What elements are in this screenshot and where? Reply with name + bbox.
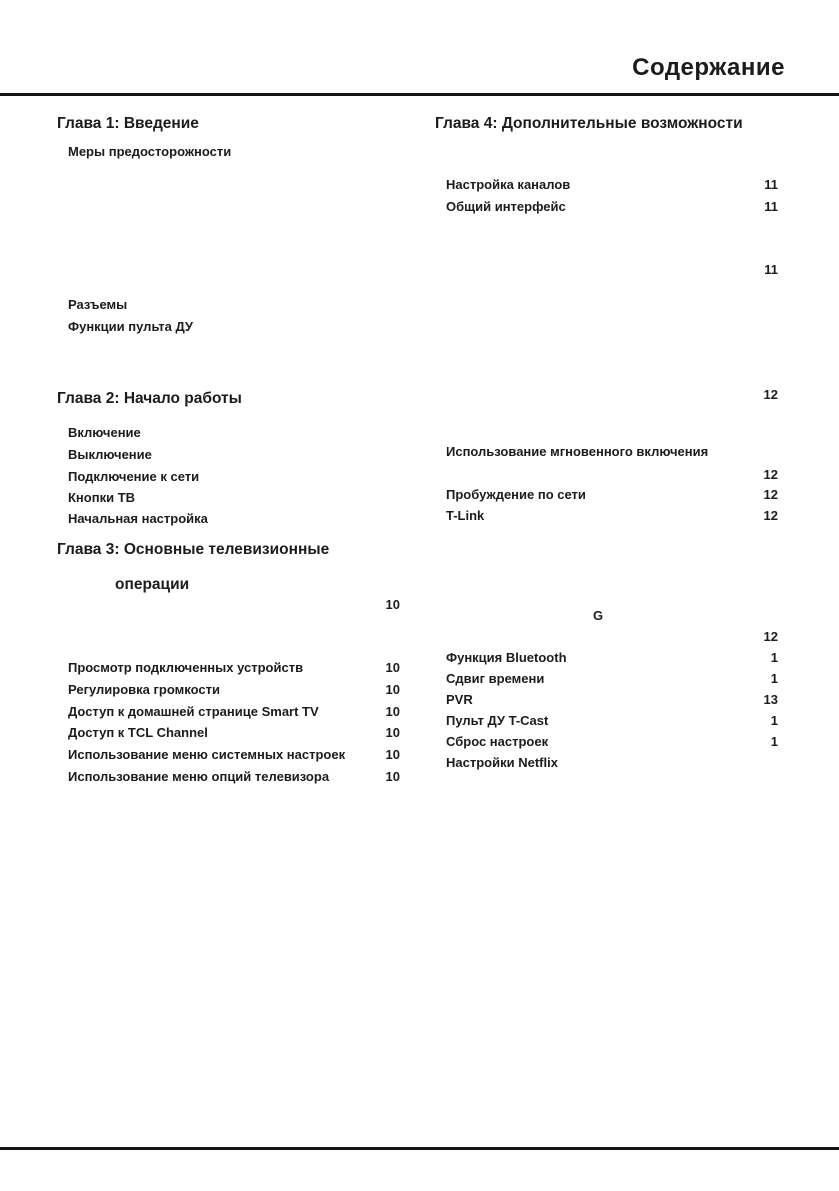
toc-entry-label: Настройки Netflix: [446, 755, 558, 770]
toc-entry-page: 11: [764, 177, 778, 192]
chapter-3-heading-line1: Глава 3: Основные телевизионные: [57, 541, 330, 558]
toc-entry-page: 10: [385, 704, 400, 719]
toc-entry-label: Использование меню опций телевизора: [68, 769, 330, 784]
toc-entry-page: 12: [763, 467, 778, 482]
toc-entry-page: 10: [385, 682, 400, 697]
toc-entry-label: Подключение к сети: [68, 469, 200, 484]
toc-entry-label: Доступ к домашней странице Smart TV: [68, 704, 319, 719]
chapter-3-heading-line2: операции: [115, 576, 190, 593]
toc-entry: [435, 609, 778, 623]
toc-entry-label: Пульт ДУ T-Cast: [446, 713, 549, 728]
toc-entry: [435, 445, 778, 459]
toc-entry: [435, 735, 778, 749]
toc-entry-label: PVR: [446, 692, 473, 707]
toc-entry: [435, 672, 778, 686]
toc-entry: [57, 448, 400, 462]
toc-entry: [57, 298, 400, 312]
toc-entry: [57, 426, 400, 440]
toc-entry-label: Функции пульта ДУ: [68, 319, 194, 334]
toc-entry-page: 11: [764, 199, 778, 214]
toc-entry: [57, 683, 400, 697]
toc-entry: [435, 388, 778, 402]
toc-entry-label: Сдвиг времени: [446, 671, 545, 686]
chapter-2-heading: Глава 2: Начало работы: [57, 390, 242, 407]
toc-entry: [435, 178, 778, 192]
toc-entry-page: 10: [385, 660, 400, 675]
toc-entry-label: Просмотр подключенных устройств: [68, 660, 304, 675]
toc-entry-label: Выключение: [68, 447, 152, 462]
toc-entry-page: 1: [770, 671, 778, 686]
toc-entry-label: Функция Bluetooth: [446, 650, 567, 665]
toc-entry-page: 10: [385, 747, 400, 762]
toc-entry-page: 1: [770, 734, 778, 749]
toc-entry: [57, 748, 400, 762]
toc-entry: [435, 509, 778, 523]
toc-entry-label: Регулировка громкости: [68, 682, 220, 697]
toc-entry-label: Сброс настроек: [446, 734, 549, 749]
toc-entry-label: Начальная настройка: [68, 511, 208, 526]
toc-entry-page: 1: [770, 650, 778, 665]
toc-entry: [435, 488, 778, 502]
chapter-1-heading: Глава 1: Введение: [57, 115, 199, 132]
toc-entry: [435, 714, 778, 728]
toc-entry-label: Разъемы: [68, 297, 128, 312]
page-title: Содержание: [632, 54, 785, 81]
toc-entry-page: 10: [385, 597, 400, 612]
toc-entry-page: 1: [770, 713, 778, 728]
toc-entry-page: 12: [763, 629, 778, 644]
toc-entry-label: T-Link: [446, 508, 485, 523]
toc-entry-page: 12: [763, 487, 778, 502]
toc-entry: [57, 491, 400, 505]
toc-entry-label: Использование меню системных настроек: [68, 747, 346, 762]
toc-entry-page: 11: [764, 262, 778, 277]
toc-entry-page: 10: [385, 725, 400, 740]
toc-entry: [57, 705, 400, 719]
toc-entry-label: Пробуждение по сети: [446, 487, 586, 502]
toc-entry-page: 12: [763, 508, 778, 523]
toc-entry-label: Доступ к TCL Channel: [68, 725, 208, 740]
toc-entry-label: Кнопки ТВ: [68, 490, 136, 505]
toc-entry: [57, 661, 400, 675]
toc-entry: [57, 145, 400, 159]
toc-entry: [57, 598, 400, 612]
toc-left-column: [57, 0, 400, 1191]
toc-entry: [57, 470, 400, 484]
toc-entry: [57, 726, 400, 740]
toc-entry-page: 10: [385, 769, 400, 784]
toc-entry: [57, 512, 400, 526]
toc-right-column: [435, 0, 778, 1191]
toc-entry: [435, 200, 778, 214]
toc-entry-label: Настройка каналов: [446, 177, 571, 192]
toc-entry-label: Использование мгновенного включения: [446, 444, 709, 459]
toc-entry: [435, 263, 778, 277]
toc-entry-page: 12: [763, 387, 778, 402]
toc-entry: [435, 693, 778, 707]
toc-entry-label: Меры предосторожности: [68, 144, 232, 159]
toc-entry-label: Общий интерфейс: [446, 199, 566, 214]
toc-entry-label: G: [593, 608, 604, 623]
toc-entry-label: Включение: [68, 425, 141, 440]
toc-entry: [435, 651, 778, 665]
bottom-divider: [0, 1147, 839, 1150]
chapter-4-heading: Глава 4: Дополнительные возможности: [435, 115, 743, 132]
toc-entry-page: 13: [763, 692, 778, 707]
toc-entry: [435, 468, 778, 482]
toc-entry: [435, 630, 778, 644]
toc-entry: [57, 770, 400, 784]
toc-entry: [435, 756, 778, 770]
toc-entry: [57, 320, 400, 334]
